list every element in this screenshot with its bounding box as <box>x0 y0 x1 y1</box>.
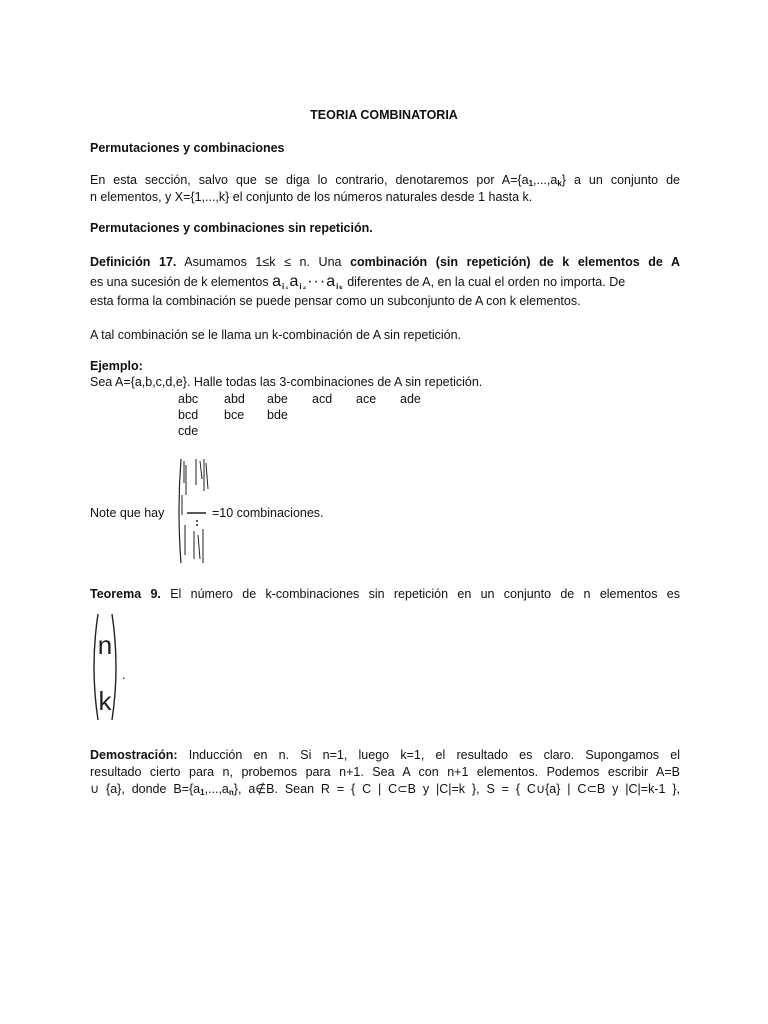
combination-abd: abd <box>224 392 245 406</box>
proof-line3: ∪ {a}, donde $B=\{a_1,...,a_n\}$, a∉B. Sean R = { C | C⊂B y |C|=k }, S = { C∪{a} | C⊂B y |C|=k-1 }, <box>90 782 680 797</box>
theorem-statement: Teorema 9. El número de k-combinaciones sin repetición en un conjunto de n elementos es <box>90 587 680 601</box>
page-title: TEORIA COMBINATORIA <box>310 108 458 122</box>
remark-paragraph: A tal combinación se le llama un k-combinación de A sin repetición. <box>90 328 462 342</box>
section-heading-permutaciones: Permutaciones y combinaciones <box>90 141 285 155</box>
section-heading-sin-repeticion: Permutaciones y combinaciones sin repetición. <box>90 221 373 235</box>
binomial-coefficient-n-k <box>92 612 118 722</box>
combination-ade: ade <box>400 392 421 406</box>
note-suffix: =10 combinaciones. <box>212 506 324 520</box>
example-statement: Sea A={a,b,c,d,e}. Halle todas las 3-combinaciones de A sin repetición. <box>90 375 483 389</box>
binomial-fraction-glyph <box>176 455 210 567</box>
proof-line2: resultado cierto para n, probemos para n+1. Sea A con n+1 elementos. Podemos escribir A=B <box>90 765 680 779</box>
combination-cde: cde <box>178 424 199 438</box>
combination-acd: acd <box>312 392 333 406</box>
binomial-top: n <box>97 630 113 660</box>
combination-ace: ace <box>356 392 377 406</box>
binomial-bottom: k <box>98 686 112 716</box>
combination-bce: bce <box>224 408 245 422</box>
note-prefix: Note que hay <box>90 506 165 520</box>
sequence-notation: $a_{i_1}a_{i_2}\cdot\cdot\cdot a_{i_k}$ <box>272 273 344 291</box>
proof-line1: Demostración: Inducción en n. Si n=1, luego k=1, el resultado es claro. Supongamos el <box>90 748 680 762</box>
definition-line2: es una sucesión de k elementos $a_{i_1}a_{i_2}\cdot\cdot\cdot a_{i_k}$ diferentes de A, en la cual el orden no importa. De <box>90 273 626 291</box>
combination-abc: abc <box>178 392 199 406</box>
combination-bde: bde <box>267 408 288 422</box>
intro-paragraph-line2: n elementos, y X={1,...,k} el conjunto de los números naturales desde 1 hasta k. <box>90 190 533 204</box>
combination-abe: abe <box>267 392 288 406</box>
example-label: Ejemplo: <box>90 359 143 373</box>
definition-line3: esta forma la combinación se puede pensar como un subconjunto de A con k elementos. <box>90 294 581 308</box>
combination-bcd: bcd <box>178 408 199 422</box>
definition-line1: Definición 17. Asumamos 1≤k ≤ n. Una combinación (sin repetición) de k elementos de A <box>90 255 680 269</box>
theorem-period: . <box>122 668 126 682</box>
intro-paragraph: En esta sección, salvo que se diga lo contrario, denotaremos por $A=\{a_1,...,a_k\}$ a un conjunto de <box>90 173 680 188</box>
